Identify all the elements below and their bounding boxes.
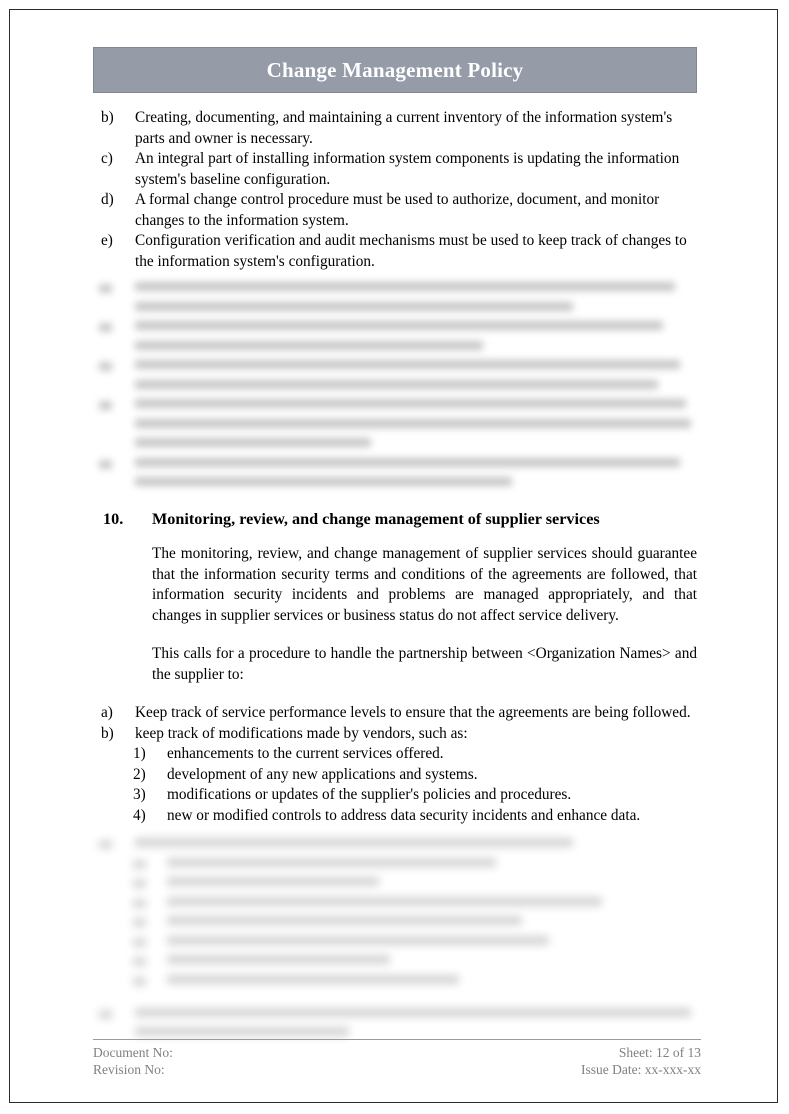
list-item [93, 703, 697, 724]
redacted-marker [99, 284, 112, 293]
list-item [93, 744, 697, 765]
list-item [93, 765, 697, 786]
list-item [93, 806, 697, 827]
supplier-lettered-list [93, 703, 697, 744]
list-item [93, 785, 697, 806]
redacted-row [93, 360, 697, 389]
footer-row-one [93, 1044, 701, 1061]
redacted-row [93, 1008, 697, 1037]
redacted-marker [133, 977, 146, 986]
redacted-marker [133, 860, 146, 869]
sheet-label: Sheet: 12 of 13 [618, 1045, 701, 1060]
list-item-text: modifications or updates of the supplier's policies and procedures. [167, 786, 572, 803]
page-footer [93, 1039, 701, 1078]
redacted-marker [99, 323, 112, 332]
page-title: Change Management Policy [266, 57, 524, 82]
section-paragraph: This calls for a procedure to handle the partnership between <Organization Names> and the supplier to: [152, 645, 697, 683]
footer-divider [93, 1039, 701, 1040]
footer-row-two [93, 1061, 701, 1078]
issue-date-label: Issue Date: xx-xxx-xx [581, 1062, 701, 1077]
redacted-row [93, 282, 697, 311]
list-marker: e) [101, 232, 113, 249]
list-item-text: development of any new applications and systems. [167, 765, 478, 783]
list-item-text: enhancements to the current services offered. [167, 745, 444, 762]
redacted-marker [133, 899, 146, 908]
revision-no-label: Revision No: [93, 1062, 165, 1077]
redacted-subrow [93, 955, 697, 964]
document-no-label: Document No: [93, 1045, 173, 1060]
redacted-subrow [93, 858, 697, 867]
list-marker: 4) [133, 806, 146, 824]
redacted-marker [99, 460, 112, 469]
redacted-marker [133, 957, 146, 966]
redacted-marker [133, 918, 146, 927]
redacted-row [93, 399, 697, 447]
page-inner [10, 10, 777, 1102]
list-marker: c) [101, 150, 113, 167]
redacted-subrow [93, 877, 697, 886]
redacted-row [93, 458, 697, 487]
list-item-text: Keep track of service performance levels to ensure that the agreements are being followed. [135, 704, 691, 721]
list-item-text: Creating, documenting, and maintaining a current inventory of the information system's parts and owner is necessary. [135, 109, 673, 147]
redacted-marker [133, 879, 146, 888]
list-item-text: Configuration verification and audit mechanisms must be used to keep track of changes to the information system's configuration. [135, 232, 687, 270]
list-item [93, 108, 697, 149]
document-title-banner [93, 47, 697, 93]
list-marker: d) [101, 191, 114, 208]
list-item [93, 724, 697, 745]
redacted-block-two [93, 838, 697, 1036]
redacted-row [93, 321, 697, 350]
supplier-numbered-sublist [93, 744, 697, 826]
list-item-text: An integral part of installing information system components is updating the information system's baseline configuration. [135, 150, 680, 188]
document-page [9, 9, 778, 1103]
list-marker: b) [101, 109, 114, 126]
redacted-subrow [93, 916, 697, 925]
list-marker: 3) [133, 786, 146, 803]
redacted-subrow [93, 897, 697, 906]
redacted-marker [133, 938, 146, 947]
list-item-text: keep track of modifications made by vendors, such as: [135, 724, 468, 742]
redacted-marker [99, 1010, 112, 1019]
list-item [93, 231, 697, 272]
list-marker: 1) [133, 745, 146, 762]
list-item-text: new or modified controls to address data security incidents and enhance data. [167, 806, 641, 824]
redacted-subrow [93, 936, 697, 945]
redacted-marker [99, 362, 112, 371]
list-item [93, 149, 697, 190]
document-body [93, 108, 697, 1047]
list-item [93, 190, 697, 231]
section-paragraph: The monitoring, review, and change management of supplier services should guarantee that the information security terms and conditions of the agreements are followed, that information security incidents and problems are managed appropriately, and that changes in supplier services or business status do not affect service delivery. [152, 545, 697, 624]
list-item-text: A formal change control procedure must be used to authorize, document, and monitor changes to the information system. [135, 191, 660, 229]
redacted-block-one [93, 282, 697, 486]
section-title: Monitoring, review, and change management of supplier services [152, 510, 600, 528]
redacted-subrow [93, 975, 697, 984]
redacted-row [93, 838, 697, 847]
list-marker: a) [101, 704, 113, 721]
redacted-marker [99, 840, 112, 849]
list-marker: 2) [133, 765, 146, 783]
list-marker: b) [101, 724, 114, 742]
top-lettered-list [93, 108, 697, 272]
section-number: 10. [103, 510, 124, 528]
section-heading [93, 508, 697, 530]
redacted-marker [99, 401, 112, 410]
